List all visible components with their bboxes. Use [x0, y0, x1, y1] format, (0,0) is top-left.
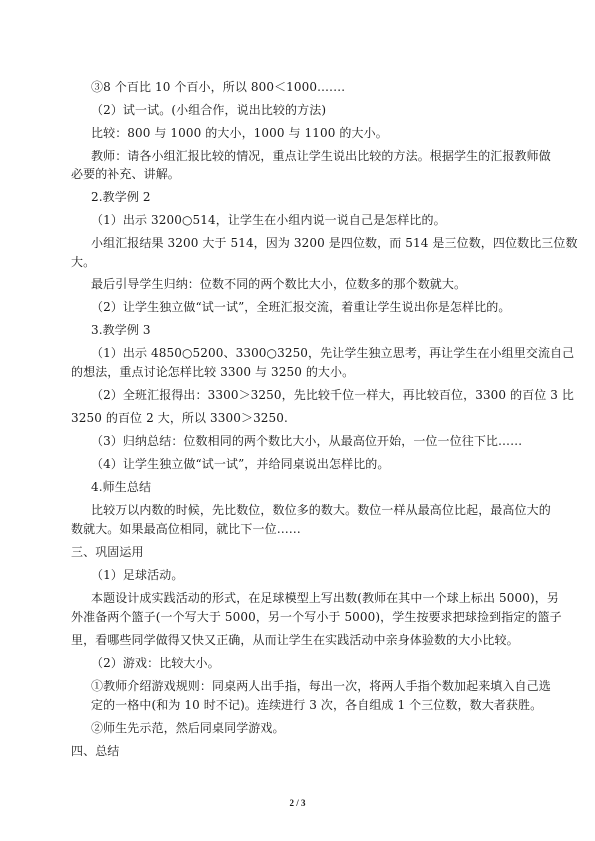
text-line: ③8 个百比 10 个百小，所以 800＜1000.……: [91, 80, 346, 94]
text-line: （2）试一试。(小组合作，说出比较的方法): [91, 103, 327, 117]
text-line: （4）让学生独立做“试一试”，并给同桌说出怎样比的。: [91, 457, 390, 471]
section-heading: 四、总结: [71, 744, 120, 758]
text-line: 的想法，重点讨论怎样比较 3300 与 3250 的大小。: [71, 365, 355, 379]
text-line: 大。: [71, 255, 96, 269]
section-heading: 三、巩固运用: [71, 545, 144, 559]
section-heading: 3.教学例 3: [91, 323, 151, 337]
text-line: 外准备两个篮子(一个写大于 5000，另一个写小于 5000)，学生按要求把球捡到指定的篮子: [71, 610, 562, 624]
section-heading: 4.师生总结: [91, 480, 152, 494]
text-line: 教师：请各小组汇报比较的情况，重点让学生说出比较的方法。根据学生的汇报教师做: [91, 149, 551, 163]
text-line: 定的一格中(和为 10 时不记)。连续进行 3 次，各自组成 1 个三位数，数大者获胜。: [91, 698, 543, 712]
text-line: 小组汇报结果 3200 大于 514，因为 3200 是四位数，而 514 是三位数，四位数比三位数: [91, 236, 578, 250]
page-number: 2 / 3: [289, 798, 306, 808]
text-line: 数就大。如果最高位相同，就比下一位……: [71, 522, 301, 536]
text-line: ①教师介绍游戏规则：同桌两人出手指，每出一次，将两人手指个数加起来填入自己选: [91, 679, 551, 693]
text-line: （1）足球活动。: [91, 568, 184, 582]
section-heading: 2.教学例 2: [91, 190, 151, 204]
text-line: （1）出示 4850○5200、3300○3250，先让学生独立思考，再让学生在小组里交流自己: [91, 346, 575, 360]
text-line: 必要的补充、讲解。: [71, 167, 180, 181]
text-line: （3）归纳总结：位数相同的两个数比大小，从最高位开始，一位一位往下比……: [91, 434, 523, 448]
text-line: 3250 的百位 2 大，所以 3300＞3250.: [71, 411, 288, 425]
text-line: 最后引导学生归纳：位数不同的两个数比大小，位数多的那个数就大。: [91, 277, 467, 291]
text-line: 本题设计成实践活动的形式，在足球模型上写出数(教师在其中一个球上标出 5000)，另: [91, 591, 559, 605]
text-line: 里，看哪些同学做得又快又正确，从而让学生在实践活动中亲身体验数的大小比较。: [71, 633, 519, 647]
text-line: （2）游戏：比较大小。: [91, 656, 220, 670]
text-line: （2）让学生独立做“试一试”，全班汇报交流，着重让学生说出你是怎样比的。: [91, 300, 511, 314]
text-line: ②师生先示范，然后同桌同学游戏。: [91, 721, 285, 735]
text-line: （2）全班汇报得出：3300＞3250，先比较千位一样大，再比较百位，3300 的百位 3 比: [91, 388, 575, 402]
text-line: 比较万以内数的时候，先比数位，数位多的数大。数位一样从最高位比起，最高位大的: [91, 503, 551, 517]
text-line: 比较：800 与 1000 的大小，1000 与 1100 的大小。: [91, 126, 388, 140]
text-line: （1）出示 3200○514，让学生在小组内说一说自己是怎样比的。: [91, 213, 446, 227]
